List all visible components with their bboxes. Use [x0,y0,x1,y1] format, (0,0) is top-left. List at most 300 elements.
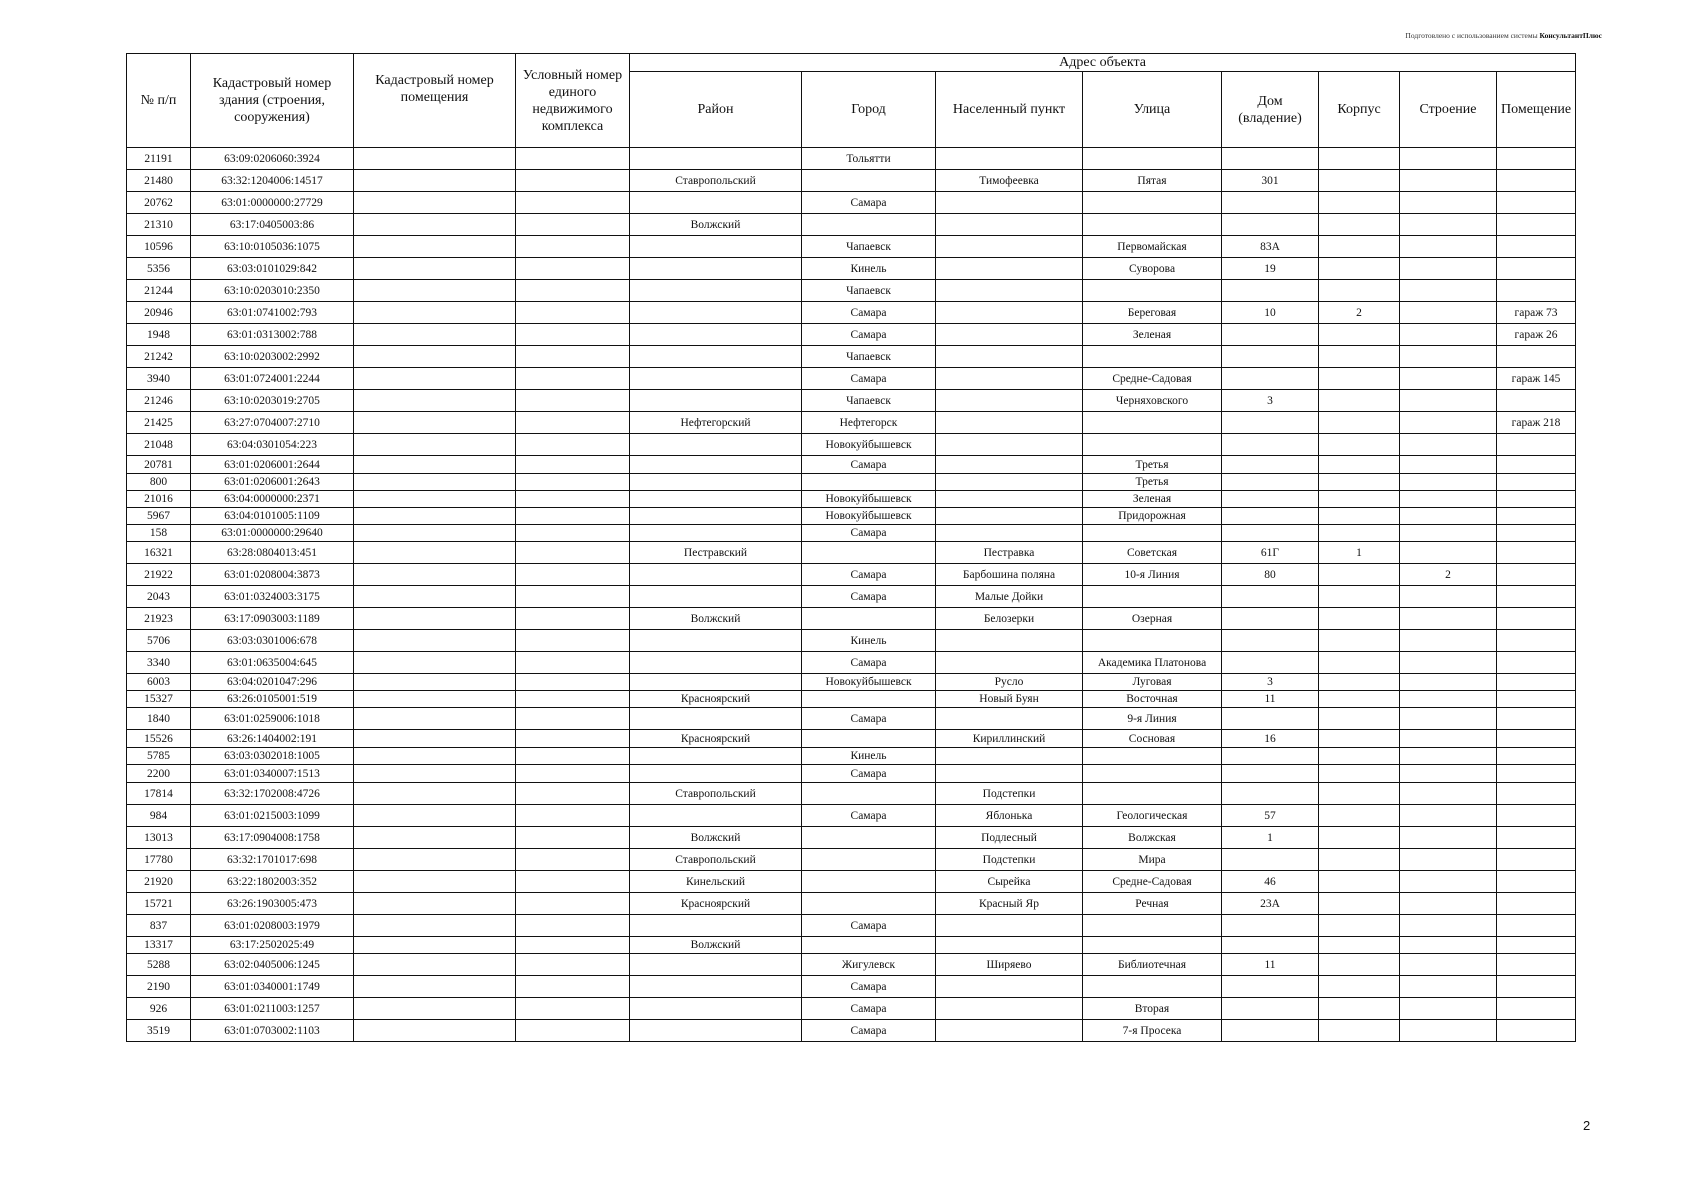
col-header-address-group: Адрес объекта [630,54,1576,72]
cell-room [1497,456,1576,474]
cell-house: 3 [1222,390,1319,412]
cell-num: 21310 [127,214,191,236]
cell-cad-room [354,214,516,236]
table-row [127,708,1576,730]
cell-house [1222,346,1319,368]
cell-settlement [936,915,1083,937]
cell-room [1497,915,1576,937]
cell-cad-building: 63:32:1204006:14517 [191,170,354,192]
cell-cad-room [354,148,516,170]
table-row [127,280,1576,302]
cell-settlement [936,508,1083,525]
cell-settlement: Кириллинский [936,730,1083,748]
cell-house [1222,783,1319,805]
table-row [127,954,1576,976]
cell-cad-building: 63:01:0000000:27729 [191,192,354,214]
cell-settlement: Подстепки [936,783,1083,805]
cell-cad-room [354,508,516,525]
cell-room [1497,214,1576,236]
cell-house [1222,474,1319,491]
cell-settlement: Белозерки [936,608,1083,630]
cell-street: Озерная [1083,608,1222,630]
cell-stroenie [1400,170,1497,192]
cell-cad-building: 63:01:0000000:29640 [191,525,354,542]
cell-cad-building: 63:26:1903005:473 [191,893,354,915]
cell-num: 2200 [127,765,191,783]
cell-unified [516,976,630,998]
cell-korpus [1319,368,1400,390]
cell-street: Суворова [1083,258,1222,280]
cell-cad-building: 63:04:0301054:223 [191,434,354,456]
cell-cad-room [354,783,516,805]
cell-stroenie [1400,368,1497,390]
cell-cad-building: 63:17:0903003:1189 [191,608,354,630]
cell-num: 13317 [127,937,191,954]
cell-street: Восточная [1083,691,1222,708]
cell-house [1222,937,1319,954]
cell-stroenie [1400,324,1497,346]
header-note [1405,31,1602,40]
cell-num: 2043 [127,586,191,608]
cell-stroenie [1400,748,1497,765]
cell-city: Кинель [802,630,936,652]
cell-korpus [1319,1020,1400,1042]
cell-korpus [1319,954,1400,976]
cell-street: Волжская [1083,827,1222,849]
cell-korpus [1319,871,1400,893]
cell-cad-building: 63:02:0405006:1245 [191,954,354,976]
cell-house [1222,915,1319,937]
cell-cad-building: 63:01:0215003:1099 [191,805,354,827]
cell-num: 16321 [127,542,191,564]
table-row [127,302,1576,324]
cell-cad-room [354,691,516,708]
cell-house [1222,412,1319,434]
cell-stroenie [1400,542,1497,564]
cell-stroenie [1400,214,1497,236]
cell-unified [516,871,630,893]
cell-house: 1 [1222,827,1319,849]
cell-city: Чапаевск [802,236,936,258]
cell-street [1083,412,1222,434]
cell-num: 6003 [127,674,191,691]
cell-room [1497,525,1576,542]
cell-street: Луговая [1083,674,1222,691]
table-row [127,491,1576,508]
cell-num: 21425 [127,412,191,434]
cell-street: Вторая [1083,998,1222,1020]
cell-room [1497,827,1576,849]
cell-house [1222,708,1319,730]
cell-unified [516,474,630,491]
cell-cad-building: 63:03:0101029:842 [191,258,354,280]
cell-settlement [936,368,1083,390]
cell-settlement [936,390,1083,412]
table-row [127,412,1576,434]
cell-num: 21246 [127,390,191,412]
cell-cad-room [354,525,516,542]
cell-settlement [936,302,1083,324]
cell-room [1497,805,1576,827]
cell-cad-building: 63:03:0302018:1005 [191,748,354,765]
table-row [127,1020,1576,1042]
cell-city: Самара [802,976,936,998]
cell-unified [516,674,630,691]
cell-cad-room [354,346,516,368]
cell-cad-room [354,192,516,214]
cell-room [1497,783,1576,805]
cell-district: Ставропольский [630,170,802,192]
cell-korpus [1319,652,1400,674]
cell-unified [516,236,630,258]
cell-district [630,998,802,1020]
cell-room [1497,586,1576,608]
cell-cad-room [354,708,516,730]
cell-city: Самара [802,456,936,474]
cell-district [630,302,802,324]
cell-korpus [1319,586,1400,608]
cell-unified [516,915,630,937]
col-header-num: № п/п [127,54,191,148]
cell-stroenie [1400,765,1497,783]
cell-unified [516,937,630,954]
cell-unified [516,765,630,783]
cell-city: Новокуйбышевск [802,491,936,508]
cell-city: Самара [802,765,936,783]
cell-cad-building: 63:17:2502025:49 [191,937,354,954]
cell-house [1222,976,1319,998]
cell-unified [516,998,630,1020]
cell-street [1083,748,1222,765]
table-row [127,976,1576,998]
cell-unified [516,849,630,871]
cell-num: 20781 [127,456,191,474]
cell-house [1222,368,1319,390]
cell-stroenie [1400,302,1497,324]
cell-korpus [1319,324,1400,346]
cell-district [630,652,802,674]
cell-unified [516,586,630,608]
cell-district [630,976,802,998]
cell-settlement [936,456,1083,474]
table-row [127,730,1576,748]
cell-room [1497,691,1576,708]
cell-settlement: Малые Дойки [936,586,1083,608]
cell-num: 837 [127,915,191,937]
cell-house: 11 [1222,954,1319,976]
cell-korpus [1319,214,1400,236]
cell-settlement [936,258,1083,280]
cell-city [802,214,936,236]
cell-num: 21244 [127,280,191,302]
cell-city: Самара [802,324,936,346]
col-header-stroenie: Строение [1400,72,1497,148]
cell-city: Самара [802,1020,936,1042]
cell-unified [516,491,630,508]
table-row [127,674,1576,691]
cell-district [630,236,802,258]
cell-stroenie [1400,491,1497,508]
cell-district: Нефтегорский [630,412,802,434]
cell-room [1497,748,1576,765]
cell-settlement: Тимофеевка [936,170,1083,192]
cell-num: 21191 [127,148,191,170]
cell-num: 800 [127,474,191,491]
table-row [127,871,1576,893]
cell-district [630,390,802,412]
cell-settlement: Подстепки [936,849,1083,871]
cell-room [1497,192,1576,214]
cell-room [1497,652,1576,674]
cell-street: Зеленая [1083,324,1222,346]
cell-house [1222,192,1319,214]
cell-stroenie [1400,346,1497,368]
cell-num: 21016 [127,491,191,508]
cell-city [802,170,936,192]
cell-cad-building: 63:27:0704007:2710 [191,412,354,434]
cell-street: 9-я Линия [1083,708,1222,730]
cell-street: Средне-Садовая [1083,368,1222,390]
cell-settlement [936,525,1083,542]
cell-korpus [1319,748,1400,765]
cell-house [1222,491,1319,508]
cell-district: Красноярский [630,730,802,748]
cell-street: Третья [1083,456,1222,474]
cell-district [630,915,802,937]
cell-num: 984 [127,805,191,827]
cell-district [630,280,802,302]
cell-city: Самара [802,915,936,937]
cell-unified [516,608,630,630]
cell-cad-building: 63:01:0208004:3873 [191,564,354,586]
cell-district [630,491,802,508]
cell-cad-room [354,412,516,434]
cell-stroenie [1400,586,1497,608]
cell-house: 3 [1222,674,1319,691]
cell-stroenie [1400,674,1497,691]
cell-cad-building: 63:32:1702008:4726 [191,783,354,805]
cell-room [1497,148,1576,170]
cell-stroenie [1400,280,1497,302]
cell-num: 21922 [127,564,191,586]
cell-room: гараж 26 [1497,324,1576,346]
cell-city [802,849,936,871]
cell-house: 23А [1222,893,1319,915]
cell-unified [516,192,630,214]
table-row [127,542,1576,564]
cell-num: 926 [127,998,191,1020]
cell-korpus [1319,691,1400,708]
cell-street: Академика Платонова [1083,652,1222,674]
cell-settlement: Пестравка [936,542,1083,564]
table-row [127,783,1576,805]
cell-stroenie [1400,192,1497,214]
cell-unified [516,708,630,730]
cell-cad-room [354,652,516,674]
cell-room [1497,280,1576,302]
cell-city: Чапаевск [802,390,936,412]
cell-korpus [1319,148,1400,170]
cell-cad-building: 63:04:0000000:2371 [191,491,354,508]
cell-street [1083,346,1222,368]
cell-stroenie [1400,691,1497,708]
cell-unified [516,280,630,302]
cell-cad-building: 63:22:1802003:352 [191,871,354,893]
cell-cad-room [354,765,516,783]
cell-district [630,324,802,346]
cell-street: Сосновая [1083,730,1222,748]
cell-district [630,456,802,474]
cell-stroenie [1400,954,1497,976]
cell-district [630,346,802,368]
cell-district [630,630,802,652]
cell-district: Волжский [630,214,802,236]
cell-room [1497,1020,1576,1042]
cell-cad-building: 63:26:1404002:191 [191,730,354,748]
cell-cad-room [354,893,516,915]
cell-cad-building: 63:17:0405003:86 [191,214,354,236]
cell-cad-building: 63:01:0635004:645 [191,652,354,674]
cell-house [1222,280,1319,302]
cell-house [1222,630,1319,652]
cell-cad-room [354,915,516,937]
cell-unified [516,748,630,765]
cell-city [802,827,936,849]
header-note-prefix: Подготовлено с использованием системы [1405,31,1538,40]
cell-room [1497,976,1576,998]
cell-city: Новокуйбышевск [802,434,936,456]
cell-settlement: Сырейка [936,871,1083,893]
cell-cad-room [354,456,516,474]
col-header-korpus: Корпус [1319,72,1400,148]
cell-korpus [1319,236,1400,258]
cell-settlement: Подлесный [936,827,1083,849]
cell-cad-room [354,258,516,280]
cell-num: 5785 [127,748,191,765]
cell-street: Черняховского [1083,390,1222,412]
cell-cad-room [354,491,516,508]
cell-city [802,474,936,491]
cell-cad-building: 63:03:0301006:678 [191,630,354,652]
cell-street [1083,214,1222,236]
cell-num: 5288 [127,954,191,976]
cell-street: Береговая [1083,302,1222,324]
col-header-unified: Условный номер единого недвижимого комплекса [516,54,630,148]
cell-num: 15721 [127,893,191,915]
cell-cad-room [354,748,516,765]
cell-unified [516,827,630,849]
cell-cad-room [354,368,516,390]
cell-house [1222,608,1319,630]
cell-unified [516,1020,630,1042]
cell-street: Зеленая [1083,491,1222,508]
cell-num: 2190 [127,976,191,998]
cell-settlement [936,474,1083,491]
cell-korpus [1319,564,1400,586]
cell-city [802,730,936,748]
cell-num: 3340 [127,652,191,674]
cell-house [1222,652,1319,674]
table-row [127,508,1576,525]
cell-settlement [936,976,1083,998]
cell-korpus [1319,525,1400,542]
cell-street: Третья [1083,474,1222,491]
cell-stroenie [1400,937,1497,954]
cell-cad-room [354,1020,516,1042]
cell-cad-room [354,434,516,456]
cell-house: 83А [1222,236,1319,258]
cell-district [630,564,802,586]
cell-district [630,765,802,783]
table-row [127,434,1576,456]
table-row [127,586,1576,608]
cell-num: 20762 [127,192,191,214]
cell-city: Самара [802,564,936,586]
cell-settlement [936,708,1083,730]
cell-num: 21923 [127,608,191,630]
cell-city: Самара [802,708,936,730]
cell-street: Геологическая [1083,805,1222,827]
cell-street [1083,915,1222,937]
cell-cad-room [354,871,516,893]
cell-unified [516,324,630,346]
cell-settlement [936,324,1083,346]
table-row [127,765,1576,783]
cell-room [1497,258,1576,280]
cell-street: Речная [1083,893,1222,915]
cell-room [1497,170,1576,192]
cell-street: Мира [1083,849,1222,871]
cell-room [1497,474,1576,491]
cell-house: 80 [1222,564,1319,586]
cell-unified [516,730,630,748]
cell-district [630,368,802,390]
cell-district: Пестравский [630,542,802,564]
table-row [127,827,1576,849]
table-row [127,346,1576,368]
cell-stroenie [1400,730,1497,748]
cell-stroenie [1400,827,1497,849]
cell-house [1222,586,1319,608]
cell-stroenie [1400,608,1497,630]
cell-unified [516,893,630,915]
cell-korpus [1319,474,1400,491]
cell-num: 21242 [127,346,191,368]
cell-korpus [1319,730,1400,748]
cell-korpus [1319,976,1400,998]
cell-stroenie [1400,976,1497,998]
cell-room: гараж 145 [1497,368,1576,390]
cell-room [1497,608,1576,630]
cell-city: Самара [802,192,936,214]
table-row [127,148,1576,170]
cell-house [1222,508,1319,525]
cell-district: Волжский [630,608,802,630]
cell-unified [516,390,630,412]
table-row [127,608,1576,630]
cell-room [1497,871,1576,893]
cell-korpus: 1 [1319,542,1400,564]
cell-cad-room [354,474,516,491]
cell-stroenie [1400,630,1497,652]
col-header-cad-room: Кадастровый номер помещения [354,54,516,148]
cell-stroenie [1400,412,1497,434]
cell-city: Самара [802,368,936,390]
cell-cad-building: 63:01:0340007:1513 [191,765,354,783]
cell-district [630,954,802,976]
cell-settlement: Красный Яр [936,893,1083,915]
cell-street: Пятая [1083,170,1222,192]
